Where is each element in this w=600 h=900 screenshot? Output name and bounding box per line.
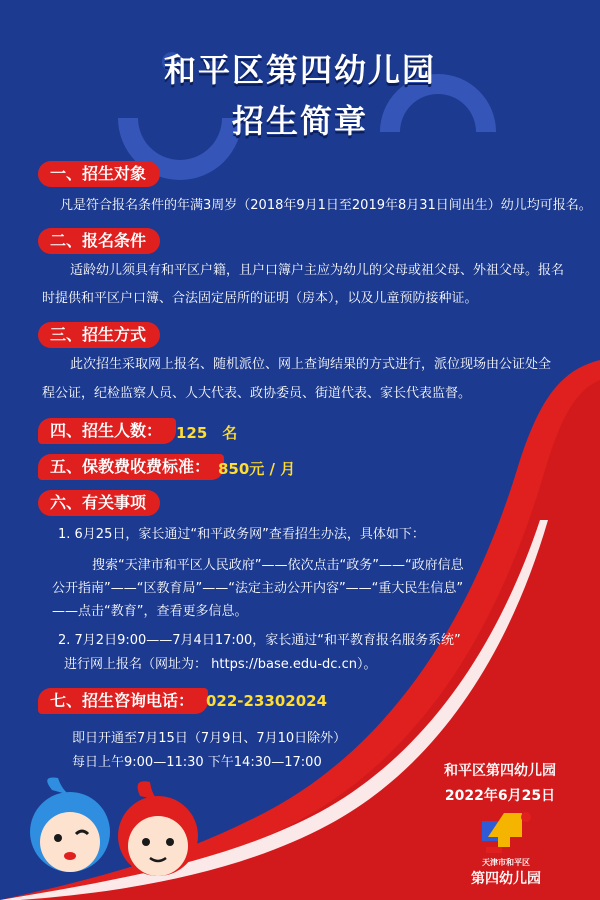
phone-value: 022-23302024: [206, 692, 328, 710]
target-text: 凡是符合报名条件的年满3周岁（2018年9月1日至2019年8月31日间出生）幼儿均可报名。: [60, 198, 592, 213]
conditions-line-2: 时提供和平区户口簿、合法固定居所的证明（房本），以及儿童预防接种证。: [42, 291, 478, 306]
count-value: 125 名: [176, 424, 238, 442]
section-heading-phone: 七、招生咨询电话：: [38, 688, 208, 714]
method-line-2: 程公证，纪检监察人员、人大代表、政协委员、街道代表、家长代表监督。: [42, 386, 472, 401]
section-heading-count: 四、招生人数：: [38, 418, 176, 444]
footer-date: 2022年6月25日: [444, 788, 556, 804]
section-heading-method: 三、招生方式: [38, 322, 160, 348]
school-logo: [458, 807, 554, 888]
method-line-1: 此次招生采取网上报名、随机派位、网上查询结果的方式进行，派位现场由公证处全: [70, 357, 552, 372]
section-heading-fee: 五、保教费收费标准：: [38, 454, 224, 480]
section-heading-matters: 六、有关事项: [38, 490, 160, 516]
matters-item-1-line-2: 搜索“天津市和平区人民政府”——依次点击“政务”——“政府信息: [92, 558, 464, 573]
phone-hours-line-1: 即日开通至7月15日（7月9日、7月10日除外）: [72, 731, 347, 746]
matters-item-2-line-2: 进行网上报名（网址为： https://base.edu-dc.cn）。: [64, 657, 377, 672]
matters-item-1: 1. 6月25日，家长通过“和平政务网”查看招生办法，具体如下：: [58, 527, 425, 542]
phone-hours-line-2: 每日上午9:00—11:30 下午14:30—17:00: [72, 755, 322, 770]
logo-big-text: 第四幼儿园: [471, 871, 541, 887]
footer-org: 和平区第四幼儿园: [444, 763, 556, 779]
section-heading-target: 一、招生对象: [38, 161, 160, 187]
matters-item-1-line-3: 公开指南”——“区教育局”——“法定主动公开内容”——“重大民生信息”: [52, 581, 464, 596]
section-heading-conditions: 二、报名条件: [38, 228, 160, 254]
logo-small-text: 天津市和平区: [482, 858, 530, 867]
logo-mark-icon: [476, 807, 536, 853]
conditions-line-1: 适龄幼儿须具有和平区户籍，且户口簿户主应为幼儿的父母或祖父母、外祖父母。报名: [70, 263, 565, 278]
matters-item-2: 2. 7月2日9:00——7月4日17:00，家长通过“和平教育报名服务系统”: [58, 633, 461, 648]
matters-item-1-line-4: ——点击“教育”，查看更多信息。: [52, 604, 248, 619]
fee-value: 850元 / 月: [218, 460, 296, 478]
page-subtitle: 招生简章: [231, 102, 368, 140]
page-title: 和平区第四幼儿园: [163, 51, 436, 89]
